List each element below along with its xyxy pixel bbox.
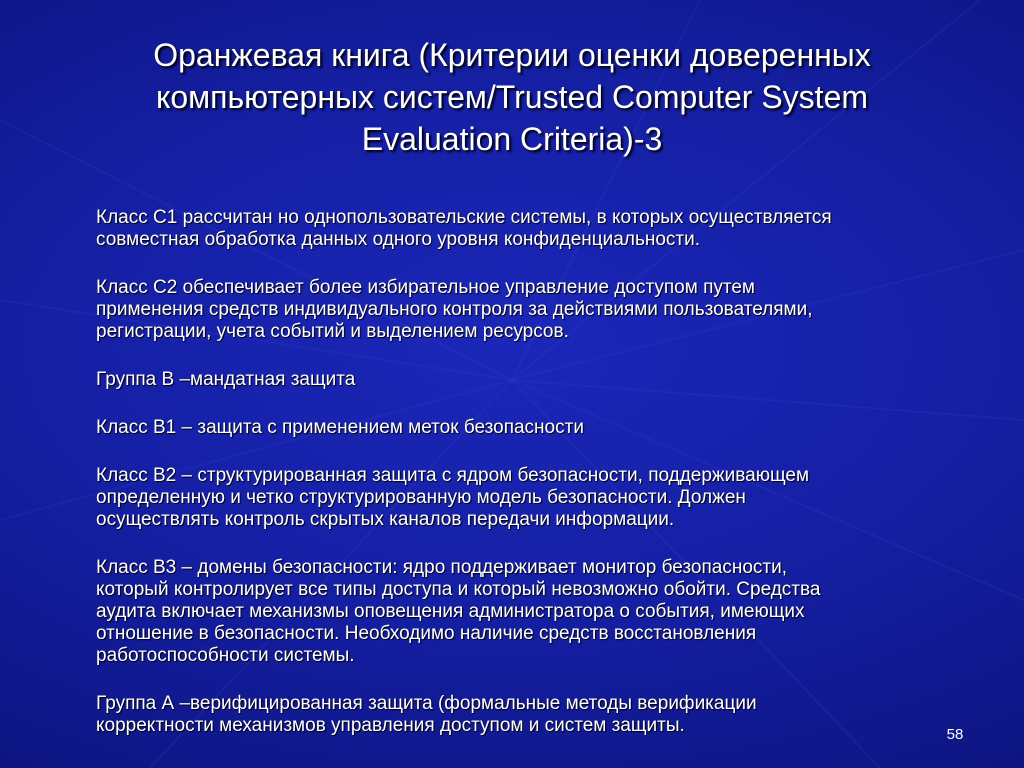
text-line: который контролирует все типы доступа и который невозможно обойти. Средства xyxy=(96,579,821,600)
text-line: Класс В3 – домены безопасности: ядро поддерживает монитор безопасности, xyxy=(96,557,787,578)
paragraph-group-a xyxy=(96,693,976,737)
paragraph-class-b2 xyxy=(96,465,976,531)
slide-number: 58 xyxy=(946,726,964,743)
title-line: Оранжевая книга (Критерии оценки доверенных xyxy=(153,37,871,73)
text-line: осуществлять контроль скрытых каналов передачи информации. xyxy=(96,509,675,530)
text-line: Класс С1 рассчитан но однопользовательские системы, в которых осуществляется xyxy=(96,207,832,228)
text-line: Группа В –мандатная защита xyxy=(96,369,356,390)
paragraph-class-c2 xyxy=(96,277,976,343)
text-line: определенную и четко структурированную модель безопасности. Должен xyxy=(96,487,746,508)
text-line: применения средств индивидуального контроля за действиями пользователями, xyxy=(96,299,813,320)
text-line: Класс В2 – структурированная защита с ядром безопасности, поддерживающем xyxy=(96,465,810,486)
paragraph-class-b3 xyxy=(96,557,976,667)
paragraph-class-b1 xyxy=(96,417,976,439)
slide-title xyxy=(60,34,964,160)
text-line: корректности механизмов управления доступом и систем защиты. xyxy=(96,715,685,736)
text-line: работоспособности системы. xyxy=(96,645,355,666)
text-line: регистрации, учета событий и выделением ресурсов. xyxy=(96,321,569,342)
text-line: совместная обработка данных одного уровня конфиденциальности. xyxy=(96,229,700,250)
text-line: Класс В1 – защита с применением меток безопасности xyxy=(96,417,584,438)
title-line: Evaluation Criteria)-3 xyxy=(361,121,663,157)
paragraph-group-b xyxy=(96,369,976,391)
title-line: компьютерных систем/Trusted Computer System xyxy=(155,79,869,115)
slide-body xyxy=(96,207,976,763)
text-line: аудита включает механизмы оповещения администратора о события, имеющих xyxy=(96,601,805,622)
text-line: Класс С2 обеспечивает более избирательное управление доступом путем xyxy=(96,277,755,298)
text-line: отношение в безопасности. Необходимо наличие средств восстановления xyxy=(96,623,757,644)
text-line: Группа А –верифицированная защита (формальные методы верификации xyxy=(96,693,757,714)
paragraph-class-c1 xyxy=(96,207,976,251)
